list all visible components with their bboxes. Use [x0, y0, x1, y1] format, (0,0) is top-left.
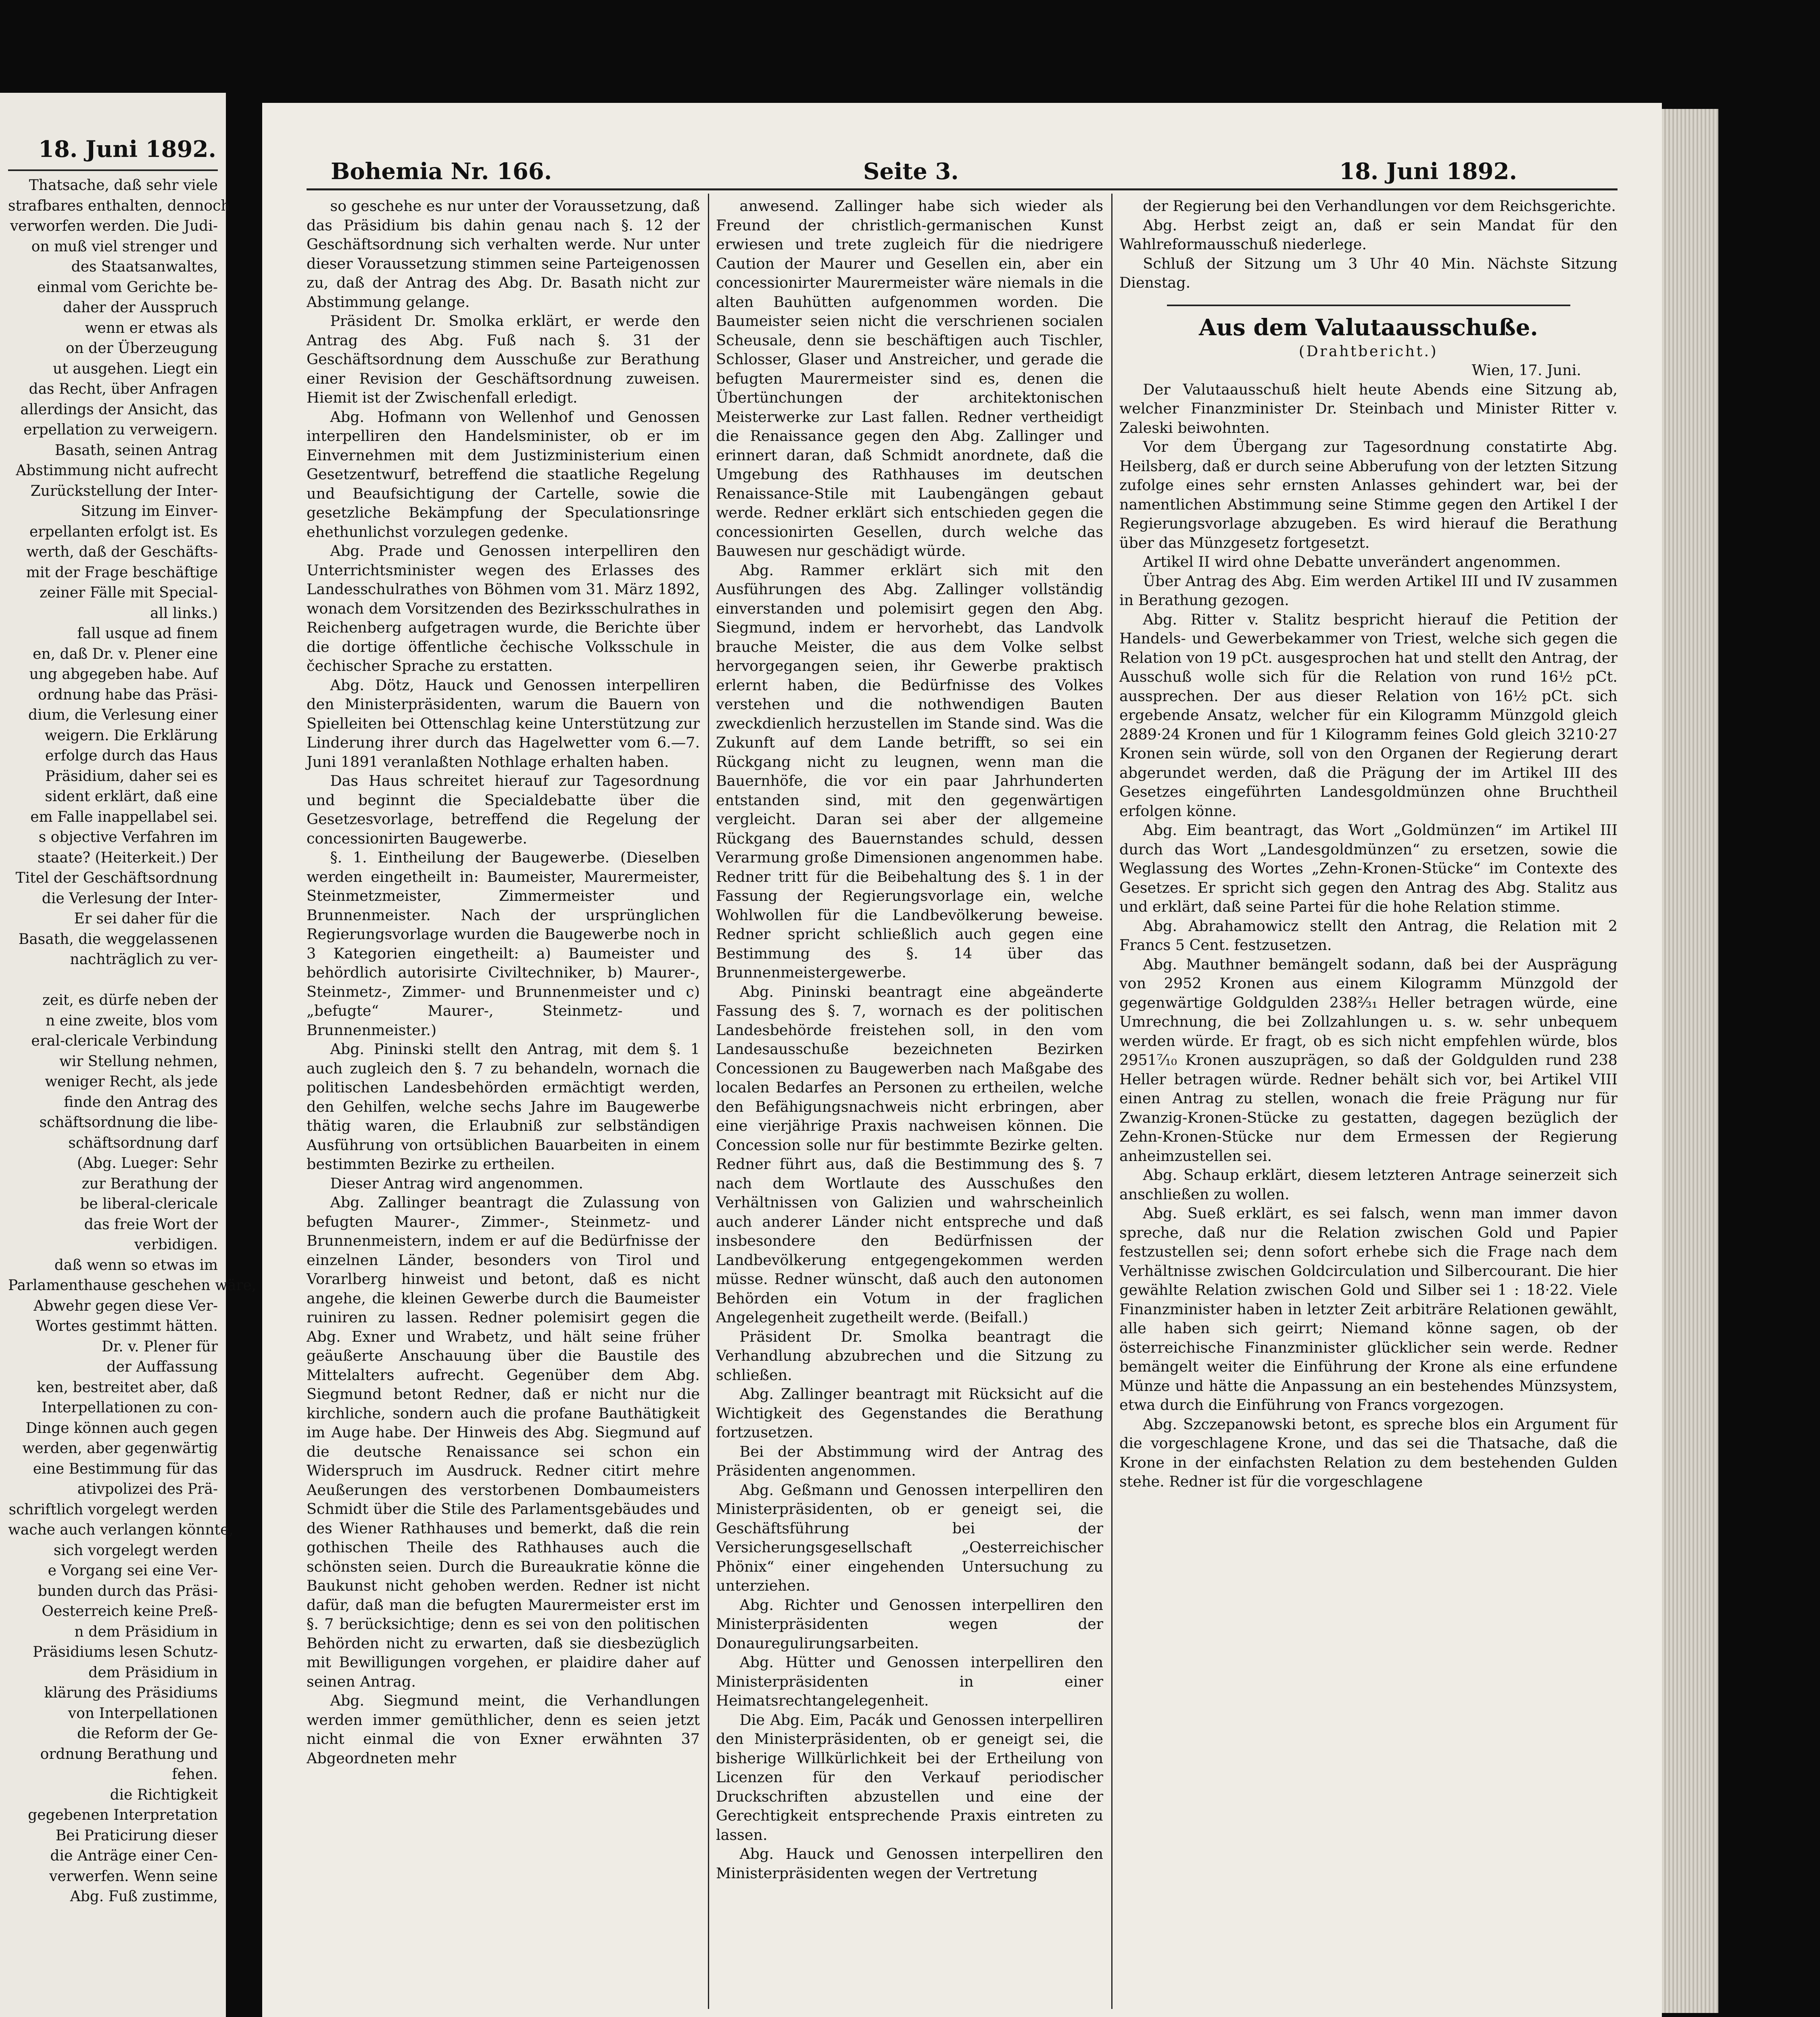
- newspaper-page: [262, 103, 1662, 2017]
- column-3: [1119, 196, 1618, 2012]
- left-page-text-line: zur Berathung der: [81, 1175, 218, 1192]
- left-page-text-line: allerdings der Ansicht, das: [20, 401, 218, 418]
- left-page-text-line: Sitzung im Einver-: [81, 503, 218, 520]
- article-paragraph: Abg. Hofmann von Wellenhof und Genossen interpelliren den Handelsminister, ob er im Einvernehmen mit dem Justizministerium einen Gesetzentwurf, betreffend die staatliche Regelung und Beaufsichtigung der Cartelle, sowie die gesetzliche Bekämpfung der Speculationsringe ehethunlichst vorzulegen gedenke.: [307, 408, 700, 541]
- left-page-text-line: on muß viel strenger und: [31, 238, 218, 255]
- left-page-text-line: schäftsordnung darf: [68, 1134, 218, 1151]
- left-page-text-line: Interpellationen zu con-: [42, 1399, 218, 1416]
- left-page-text-line: wenn er etwas als: [85, 319, 218, 336]
- book-page-edges: [1662, 109, 1718, 2013]
- left-page-text-line: klärung des Präsidiums: [44, 1685, 218, 1701]
- column-1: [307, 196, 700, 2012]
- left-page-text-line: mit der Frage beschäftige: [26, 564, 218, 581]
- left-page-text-line: e Vorgang sei eine Ver-: [48, 1562, 218, 1579]
- left-page-text-line: Abg. Fuß zustimme,: [70, 1888, 218, 1905]
- article-paragraph: anwesend. Zallinger habe sich wieder als Freund der christlich-germanischen Kunst erwiesen und trete zugleich für die niedrigere Caution der Maurer und Gesellen ein, aber ein concessionirter Maurermeister wäre niemals in die alten Bauhütten aufgenommen worden. Die Baumeister seien nicht die verschrienen socialen Scheusale, denn sie beschäftigen auch Tischler, Schlosser, Glaser und Anstreicher, und gerade die befugten Maurermeister sind es, denen die Übertünchungen der architektonischen Meisterwerke zur Last fallen. Redner vertheidigt die Renaissance gegen den Abg. Zallinger und erinnert daran, daß Schmidt anordnete, daß die Umgebung des Rathhauses im deutschen Renaissance-Stile mit Laubengängen gebaut werde. Redner erklärt sich entschieden gegen die concessionirten Gesellen, durch welche das Bauwesen nur geschädigt würde.: [716, 197, 1103, 560]
- article-paragraph: der Regierung bei den Verhandlungen vor dem Reichsgerichte.: [1143, 197, 1616, 215]
- left-page-text-line: strafbares enthalten, dennoch: [8, 197, 230, 214]
- column-divider-2: [1111, 194, 1112, 2009]
- section-subtitle: (Drahtbericht.): [1298, 342, 1438, 360]
- left-page-text-line: bunden durch das Präsi-: [38, 1583, 218, 1599]
- left-page-text-line: erpellation zu verweigern.: [23, 422, 218, 438]
- valuta-paragraph: Abg. Eim beantragt, das Wort „Goldmünzen“ im Artikel III durch das Wort „Landesgoldmünzen“ zu ersetzen, sowie die Weglassung des Wortes „Zehn-Kronen-Stücke“ im Contexte des Gesetzes. Er spricht sich gegen den Antrag des Abg. Stalitz aus und erklärt, daß seine Partei für die hohe Relation stimme.: [1119, 821, 1618, 915]
- section-rule: [1167, 305, 1570, 306]
- article-paragraph: Dieser Antrag wird angenommen.: [330, 1174, 584, 1192]
- left-page-text-line: Dinge können auch gegen: [25, 1420, 218, 1437]
- article-paragraph: Abg. Siegmund meint, die Verhandlungen werden immer gemüthlicher, denn es seien jetzt nicht einmal die von Exner erwähnten 37 Abgeordneten mehr: [307, 1692, 700, 1767]
- left-page-text-line: be liberal-clericale: [80, 1196, 218, 1212]
- left-facing-page: [0, 93, 257, 2017]
- left-page-text-line: ken, bestreitet aber, daß: [37, 1379, 218, 1396]
- left-page-text-line: sich vorgelegt werden: [54, 1542, 218, 1559]
- valuta-paragraph: Abg. Mauthner bemängelt sodann, daß bei der Ausprägung von 2952 Kronen aus einem Kilogramm Münzgold der gegenwärtige Goldgulden 238⅔₁ Heller betragen würde, eine Umrechnung, die bei Zollzahlungen u. s. w. sehr unbequem werden würde. Er fragt, ob es sich nicht empfehlen würde, blos 2951⁷⁄₁₀ Kronen auszuprägen, so daß der Goldgulden rund 238 Heller betragen würde. Redner behält sich vor, bei Artikel VIII einen Antrag zu stellen, wonach die freie Prägung nur für Zwanzig-Kronen-Stücke zu gestatten, dagegen bezüglich der Zehn-Kronen-Stücke nur dem Ermessen der Regierung anheimzustellen sei.: [1119, 955, 1618, 1165]
- article-paragraph: Schluß der Sitzung um 3 Uhr 40 Min. Nächste Sitzung Dienstag.: [1119, 255, 1618, 291]
- article-paragraph: Abg. Richter und Genossen interpelliren den Ministerpräsidenten wegen der Donauregulirungsarbeiten.: [716, 1596, 1103, 1652]
- left-page-text-line: nachträglich zu ver-: [70, 951, 218, 968]
- article-paragraph: Abg. Pininski stellt den Antrag, mit dem §. 1 auch zugleich den §. 7 zu behandeln, wornach die politischen Landesbehörden ermächtigt werden, den Gehilfen, welche sechs Jahre im Baugewerbe thätig waren, die Erlaubniß zur selbständigen Ausführung von ortsüblichen Bauarbeiten in einem bestimmten Bezirke zu ertheilen.: [307, 1040, 700, 1173]
- left-page-text-line: weigern. Die Erklärung: [44, 727, 218, 744]
- left-page-text-line: zeit, es dürfe neben der: [42, 992, 218, 1008]
- article-paragraph: Abg. Prade und Genossen interpelliren den Unterrichtsminister wegen des Erlasses des Landesschulrathes von Böhmen vom 31. März 1892, wonach dem Vorsitzenden des Bezirksschulrathes in Reichenberg aufgetragen wurde, die Berichte über die dortige öffentliche čechische Volksschule in čechischer Sprache zu erstatten.: [307, 542, 700, 674]
- article-paragraph: Abg. Geßmann und Genossen interpelliren den Ministerpräsidenten, ob er geneigt sei, die Geschäftsführung bei der Versicherungsgesellschaft „Oesterreichischer Phönix“ einer eingehenden Untersuchung zu unterziehen.: [716, 1481, 1103, 1594]
- valuta-paragraph: Über Antrag des Abg. Eim werden Artikel III und IV zusammen in Berathung gezogen.: [1119, 572, 1618, 609]
- valuta-paragraph: Abg. Abrahamowicz stellt den Antrag, die Relation mit 2 Francs 5 Cent. festzusetzen.: [1119, 917, 1618, 954]
- article-paragraph: so geschehe es nur unter der Voraussetzung, daß das Präsidium bis dahin genau nach §. 12 der Geschäftsordnung sich verhalten werde. Nur unter dieser Voraussetzung stimmen seine Parteigenossen zu, daß der Antrag des Abg. Dr. Basath nicht zur Abstimmung gelange.: [307, 197, 700, 311]
- article-paragraph: Abg. Dötz, Hauck und Genossen interpelliren den Ministerpräsidenten, warum die Bauern von Spielleiten bei Ottenschlag keine Unterstützung zur Linderung ihrer durch das Hagelwetter vom 6.—7. Juni 1891 veranlaßten Nothlage erhalten haben.: [307, 676, 700, 770]
- left-page-text-line: fehen.: [172, 1766, 218, 1783]
- left-page-text-line: Abwehr gegen diese Ver-: [33, 1297, 218, 1314]
- article-paragraph: Abg. Zallinger beantragt die Zulassung von befugten Maurer-, Zimmer-, Steinmetz- und Brunnenmeistern, indem er auf die Bedürfnisse der einzelnen Länder, besonders von Tirol und Vorarlberg hinweist und betont, daß es nicht angehe, die kleinen Gewerbe durch die Baumeister ruiniren zu lassen. Redner polemisirt gegen die Abg. Exner und Wrabetz, und hält seine früher geäußerte Anschauung über die Baustile des Mittelalters aufrecht. Gegenüber dem Abg. Siegmund betont Redner, daß er nicht nur die kirchliche, sondern auch die profane Bauthätigkeit im Auge habe. Der Hinweis des Abg. Siegmund auf die deutsche Renaissance sei schon ein Widerspruch im Ausdruck. Redner citirt mehre Aeußerungen des verstorbenen Dombaumeisters Schmidt über die Stile des Parlamentsgebäudes und des Wiener Rathhauses und bemerkt, daß die rein gothischen Theile des Rathhauses auch die schönsten seien. Durch die Bureaukratie könne die Baukunst nicht gehoben werden. Redner ist nicht dafür, daß man die befugten Maurermeister erst im §. 7 berücksichtige; denn es sei von den politischen Behörden nicht zu erwarten, daß sie diesbezüglich mit Bewilligungen vorgehen, er plaidire daher auf seinen Antrag.: [307, 1194, 700, 1690]
- article-paragraph: Die Abg. Eim, Pacák und Genossen interpelliren den Ministerpräsidenten, ob er geneigt sei, die bisherige Willkürlichkeit bei der Ertheilung von Licenzen für den Verkauf periodischer Druckschriften abzustellen und eine der Gerechtigkeit entsprechende Praxis eintreten zu lassen.: [716, 1711, 1103, 1844]
- left-page-text-line: das Recht, über Anfragen: [29, 381, 218, 397]
- left-page-text-line: eine Bestimmung für das: [33, 1460, 218, 1477]
- page-header-page-number: Seite 3.: [863, 158, 959, 185]
- article-paragraph: Präsident Dr. Smolka erklärt, er werde den Antrag des Abg. Fuß nach §. 31 der Geschäftsordnung dem Ausschuße zur Berathung einer Revision der Geschäftsordnung zuweisen. Hiemit ist der Zwischenfall erledigt.: [307, 312, 700, 406]
- left-page-text-line: ut ausgehen. Liegt ein: [53, 360, 218, 377]
- left-page-text-line: Dr. v. Plener für: [102, 1338, 218, 1355]
- article-paragraph: Präsident Dr. Smolka beantragt die Verhandlung abzubrechen und die Sitzung zu schließen.: [716, 1328, 1103, 1384]
- left-page-text-line: verbidigen.: [134, 1236, 218, 1253]
- left-page-text-line: staate? (Heiterkeit.) Der: [37, 849, 218, 866]
- article-paragraph: Abg. Zallinger beantragt mit Rücksicht auf die Wichtigkeit des Gegenstandes die Berathung fortzusetzen.: [716, 1385, 1103, 1441]
- header-rule: [307, 188, 1618, 190]
- left-page-text-line: Titel der Geschäftsordnung: [15, 870, 218, 886]
- left-page-text-line: eral-clericale Verbindung: [31, 1033, 218, 1049]
- page-header-date: 18. Juni 1892.: [1339, 158, 1517, 185]
- left-page-text-line: [8, 970, 218, 991]
- article-paragraph: §. 1. Eintheilung der Baugewerbe. (Dieselben werden eingetheilt in: Baumeister, Maurermeister, Steinmetzmeister, Zimmermeister und Brunnenmeister. Nach der ursprünglichen Regierungsvorlage wurden die Baugewerbe noch in 3 Kategorien eingetheilt: a) Baumeister und behördlich autorisirte Civiltechniker, b) Maurer-, Steinmetz-, Zimmer- und Brunnenmeister und c) „befugte“ Maurer-, Steinmetz- und Brunnenmeister.): [307, 849, 700, 1039]
- valuta-paragraph: Vor dem Übergang zur Tagesordnung constatirte Abg. Heilsberg, daß er durch seine Abberufung von der letzten Sitzung zufolge eines sehr ernsten Anlasses gehindert war, bei der namentlichen Abstimmung seine Stimme gegen den Artikel I der Regierungsvorlage abzugeben. Es wird hierauf die Berathung über das Münzgesetz fortgesetzt.: [1119, 438, 1618, 551]
- left-page-text-line: des Staatsanwaltes,: [71, 259, 218, 275]
- left-page-text-line: verwerfen. Wenn seine: [49, 1868, 218, 1885]
- left-page-text-line: die Richtigkeit: [110, 1786, 218, 1803]
- left-page-text-line: die Anträge einer Cen-: [50, 1848, 218, 1864]
- left-page-text-line: ativpolizei des Prä-: [77, 1481, 218, 1497]
- valuta-paragraph: Abg. Szczepanowski betont, es spreche blos ein Argument für die vorgeschlagene Krone, und das sei die Thatsache, daß die Krone in der einfachsten Relation zu dem bestehenden Gulden stehe. Redner ist für die vorgeschlagene: [1119, 1415, 1618, 1490]
- left-page-text-line: weniger Recht, als jede: [45, 1073, 218, 1090]
- valuta-paragraph: Abg. Schaup erklärt, diesem letzteren Antrage seinerzeit sich anschließen zu wollen.: [1119, 1166, 1618, 1203]
- section-title: Aus dem Valutaausschuße.: [1199, 314, 1538, 341]
- left-page-text-fragments: [8, 175, 257, 2015]
- left-page-text-line: einmal vom Gerichte be-: [37, 279, 218, 296]
- column-2: [716, 196, 1103, 2012]
- article-paragraph: Abg. Hütter und Genossen interpelliren den Ministerpräsidenten in einer Heimatsrechtangelegenheit.: [716, 1654, 1103, 1709]
- column-divider-1: [708, 194, 709, 2009]
- left-page-text-line: dium, die Verlesung einer: [28, 707, 218, 723]
- left-page-text-line: daß wenn so etwas im: [54, 1257, 218, 1274]
- left-page-text-line: ung abgegeben habe. Auf: [29, 666, 218, 683]
- page-header-title: Bohemia Nr. 166.: [331, 158, 552, 185]
- left-page-text-line: wir Stellung nehmen,: [59, 1053, 218, 1070]
- article-paragraph: Das Haus schreitet hierauf zur Tagesordnung und beginnt die Specialdebatte über die Gesetzesvorlage, betreffend die Regelung der concessionirten Baugewerbe.: [307, 772, 700, 847]
- left-page-text-line: daher der Ausspruch: [63, 299, 218, 316]
- left-page-text-line: gegebenen Interpretation: [28, 1807, 218, 1823]
- left-page-text-line: finde den Antrag des: [64, 1094, 218, 1111]
- valuta-paragraph: Abg. Ritter v. Stalitz bespricht hierauf die Petition der Handels- und Gewerbekammer von Triest, welche sich gegen die Relation von 19 pCt. ausgesprochen hat und stellt den Antrag, der Ausschuß wolle sich für die Relation von rund 16½ pCt. aussprechen. Der aus dieser Relation von 16½ pCt. sich ergebende Ansatz, welcher für ein Kilogramm Münzgold gleich 2889·24 Kronen und für 1 Kilogramm feines Gold gleich 3210·27 Kronen sein würde, soll von den Organen der Regierung derart abgerundet werden, daß die Prägung der im Artikel III des Gesetzes eingeführten Landesgoldmünzen ohne Bruchtheil erfolgen könne.: [1119, 610, 1618, 820]
- left-page-text-line: die Reform der Ge-: [77, 1725, 218, 1742]
- left-page-text-line: ordnung habe das Präsi-: [38, 686, 218, 703]
- left-page-date: 18. Juni 1892.: [38, 136, 216, 163]
- left-page-text-line: en, daß Dr. v. Plener eine: [33, 645, 218, 662]
- left-page-text-line: schriftlich vorgelegt werden: [8, 1501, 218, 1518]
- left-page-text-line: Abstimmung nicht aufrecht: [16, 462, 218, 479]
- left-page-text-line: Oesterreich keine Preß-: [42, 1603, 218, 1620]
- left-page-text-line: Präsidiums lesen Schutz-: [33, 1644, 218, 1660]
- article-paragraph: Abg. Hauck und Genossen interpelliren den Ministerpräsidenten wegen der Vertretung: [716, 1845, 1103, 1882]
- valuta-paragraph: Der Valutaausschuß hielt heute Abends eine Sitzung ab, welcher Finanzminister Dr. Steinbach und Minister Ritter v. Zaleski beiwohnten.: [1119, 380, 1618, 436]
- left-page-text-line: (Abg. Lueger: Sehr: [77, 1155, 218, 1171]
- left-page-text-line: erfolge durch das Haus: [45, 748, 218, 764]
- left-page-text-line: dem Präsidium in: [88, 1664, 218, 1681]
- article-paragraph: Abg. Herbst zeigt an, daß er sein Mandat für den Wahlreformausschuß niederlege.: [1119, 216, 1618, 253]
- left-page-text-line: fall usque ad finem: [77, 625, 218, 642]
- left-page-text-line: schäftsordnung die libe-: [39, 1114, 218, 1131]
- left-page-text-line: all links.): [150, 605, 218, 622]
- left-page-text-line: der Auffassung: [106, 1359, 218, 1375]
- left-page-text-line: Thatsache, daß sehr viele: [29, 177, 218, 194]
- left-page-text-line: on der Überzeugung: [65, 340, 218, 357]
- left-page-text-line: ordnung Berathung und: [40, 1746, 218, 1762]
- left-page-text-line: em Falle inappellabel sei.: [30, 808, 218, 825]
- left-page-text-line: werth, daß der Geschäfts-: [26, 544, 218, 560]
- left-page-text-line: verworfen werden. Die Judi-: [10, 218, 218, 234]
- left-page-text-line: sident erklärt, daß eine: [45, 788, 218, 805]
- left-page-text-line: Präsidium, daher sei es: [45, 768, 218, 785]
- left-page-text-line: wache auch verlangen könnte,: [8, 1522, 234, 1538]
- left-page-text-line: Basath, seinen Antrag: [54, 442, 218, 459]
- left-page-text-line: Er sei daher für die: [74, 910, 218, 927]
- section-dateline: Wien, 17. Juni.: [1471, 361, 1581, 379]
- left-page-text-line: erpellanten erfolgt ist. Es: [29, 523, 218, 540]
- left-page-text-line: von Interpellationen: [68, 1705, 218, 1722]
- left-page-text-line: werden, aber gegenwärtig: [22, 1440, 218, 1457]
- left-page-text-line: Parlamenthause geschehen wäre,: [8, 1277, 257, 1294]
- left-page-text-line: Wortes gestimmt hätten.: [35, 1318, 218, 1334]
- article-paragraph: Abg. Rammer erklärt sich mit den Ausführungen des Abg. Zallinger vollständig einverstanden und polemisirt gegen den Abg. Siegmund, indem er hervorhebt, das Landvolk brauche Meister, die aus dem Volke selbst hervorgegangen seien, ihr Gewerbe praktisch erlernt haben, die Bedürfnisse des Volkes verstehen und die nothwendigen Bauten zweckdienlich herzustellen im Stande sind. Was die Zukunft auf dem Lande betrifft, so sei ein Rückgang nicht zu leugnen, wenn man die Bauernhöfe, die vor ein paar Jahrhunderten entstanden sind, mit den gegenwärtigen vergleicht. Daran sei aber der allgemeine Rückgang des Bauernstandes schuld, dessen Verarmung große Dimensionen angenommen habe. Redner tritt für die Beibehaltung des §. 1 in der Fassung der Regierungsvorlage ein, welche Wohlwollen für die Landbevölkerung beweise. Redner spricht schließlich auch gegen eine Bestimmung des §. 14 über das Brunnenmeistergewerbe.: [716, 561, 1103, 981]
- left-page-text-line: zeiner Fälle mit Special-: [39, 585, 218, 601]
- left-page-text-line: s objective Verfahren im: [38, 829, 218, 846]
- left-page-text-line: das freie Wort der: [84, 1216, 218, 1233]
- valuta-paragraph: Abg. Sueß erklärt, es sei falsch, wenn man immer davon spreche, daß nur die Relation zwischen Gold und Papier festzustellen sei; denn sofort erhebe sich die Frage nach dem Verhältnisse zwischen Goldcirculation und Silbercourant. Die hier gewählte Relation zwischen Gold und Silber sei 1 : 18·22. Viele Finanzminister haben in letzter Zeit arbiträre Relationen gewählt, alle haben sich geirrt; Niemand könne sagen, ob der österreichische Finanzminister glücklicher sein werde. Redner bemängelt weiter die Einführung der Krone als eine erfundene Münze und hätte die Anpassung an ein bestehendes Münzsystem, etwa durch die Einführung von Francs vorgezogen.: [1119, 1205, 1618, 1414]
- left-page-text-line: die Verlesung der Inter-: [42, 890, 218, 907]
- article-paragraph: Bei der Abstimmung wird der Antrag des Präsidenten angenommen.: [716, 1443, 1103, 1479]
- left-page-header-rule: [8, 169, 218, 171]
- valuta-paragraph: Artikel II wird ohne Debatte unverändert angenommen.: [1143, 553, 1561, 570]
- article-paragraph: Abg. Pininski beantragt eine abgeänderte Fassung des §. 7, wornach es der politischen Landesbehörde freistehen soll, in den vom Landesausschuße bezeichneten Bezirken Concessionen zu Baugewerben nach Maßgabe des localen Bedarfes an Personen zu ertheilen, welche den Befähigungsnachweis nicht erbringen, aber eine vierjährige Praxis nachweisen können. Die Concession solle nur für bestimmte Bezirke gelten. Redner führt aus, daß die Bestimmung des §. 7 nach dem Wortlaute des Ausschußes den Verhältnissen von Galizien und wahrscheinlich auch anderer Länder nicht entspreche und daß insbesondere den Bedürfnissen der Landbevölkerung entgegengekommen werden müsse. Redner wünscht, daß auch den autonomen Behörden ein Votum in der fraglichen Angelegenheit zugetheilt werde. (Beifall.): [716, 983, 1103, 1326]
- left-page-text-line: n dem Präsidium in: [74, 1623, 218, 1640]
- left-page-text-line: Basath, die weggelassenen: [18, 931, 218, 948]
- left-page-text-line: n eine zweite, blos vom: [46, 1012, 218, 1029]
- left-page-text-line: Bei Praticirung dieser: [55, 1827, 218, 1844]
- left-page-text-line: Zurückstellung der Inter-: [30, 482, 218, 499]
